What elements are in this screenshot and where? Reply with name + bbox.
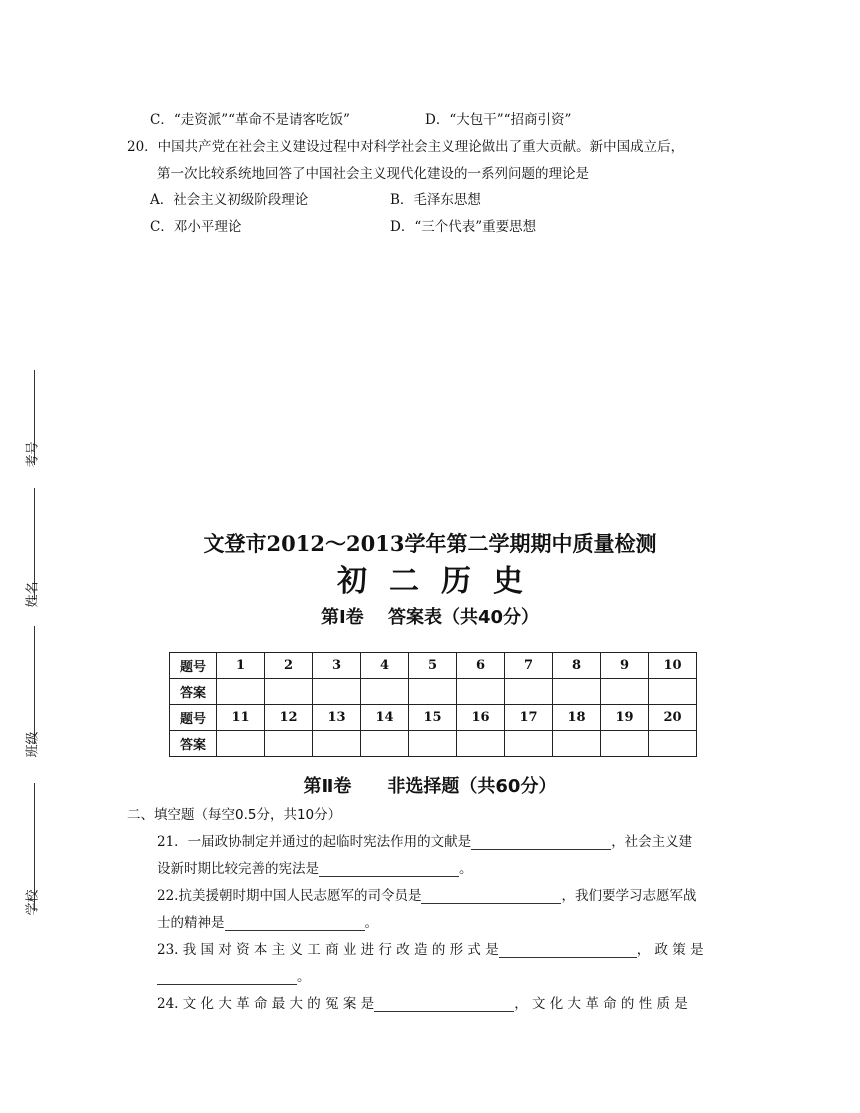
question-number-cell: 17 <box>505 705 553 731</box>
exam-title: 文登市2012～2013学年第二学期期中质量检测 <box>203 531 657 556</box>
answer-cell[interactable] <box>505 731 553 757</box>
q24-line1 <box>157 992 688 1012</box>
answer-cell[interactable] <box>553 679 601 705</box>
q21-line2 <box>157 857 473 877</box>
name-label: 姓名 <box>25 581 41 608</box>
q20-stem-line1: 20．中国共产党在社会主义建设过程中对科学社会主义理论做出了重大贡献。新中国成立后， <box>127 139 685 155</box>
question-number-cell: 14 <box>361 705 409 731</box>
question-number-cell: 4 <box>361 653 409 679</box>
question-number-cell: 7 <box>505 653 553 679</box>
table-row <box>170 653 697 679</box>
answer-cell[interactable] <box>457 731 505 757</box>
answer-cell[interactable] <box>409 731 457 757</box>
question-number-cell: 10 <box>649 653 697 679</box>
q21-line1 <box>157 830 692 850</box>
answer-cell[interactable] <box>505 679 553 705</box>
answer-cell[interactable] <box>553 731 601 757</box>
q20-option-c: C．邓小平理论 <box>150 219 242 235</box>
answer-cell[interactable] <box>265 679 313 705</box>
q21-text-a: 21．一届政协制定并通过的起临时宪法作用的文献是 <box>157 834 472 850</box>
q22-text-b: ，我们要学习志愿军战 <box>561 888 697 904</box>
answer-cell[interactable] <box>217 679 265 705</box>
answer-cell[interactable] <box>361 731 409 757</box>
question-number-cell: 3 <box>313 653 361 679</box>
q21-blank-2[interactable] <box>319 862 459 877</box>
answer-cell[interactable] <box>409 679 457 705</box>
q23-line2 <box>157 965 311 985</box>
table-row <box>170 705 697 731</box>
question-number-cell: 18 <box>553 705 601 731</box>
class-line <box>34 626 35 744</box>
answer-cell[interactable] <box>361 679 409 705</box>
question-number-cell: 2 <box>265 653 313 679</box>
answer-cell[interactable] <box>649 731 697 757</box>
q20-option-d: D．“三个代表”重要思想 <box>390 219 537 235</box>
q20-option-a: A．社会主义初级阶段理论 <box>150 192 309 208</box>
q22-text-a: 22.抗美援朝时期中国人民志愿军的司令员是 <box>157 888 422 904</box>
q22-line2 <box>157 911 378 931</box>
q23-blank-1[interactable] <box>499 943 637 958</box>
question-number-cell: 16 <box>457 705 505 731</box>
table-header-cell: 答案 <box>170 731 217 757</box>
question-number-cell: 1 <box>217 653 265 679</box>
q23-text-a: 23. 我 国 对 资 本 主 义 工 商 业 进 行 改 造 的 形 式 是 <box>157 942 499 958</box>
question-number-cell: 19 <box>601 705 649 731</box>
answer-cell[interactable] <box>313 679 361 705</box>
answer-cell[interactable] <box>457 679 505 705</box>
answer-cell[interactable] <box>313 731 361 757</box>
answer-cell[interactable] <box>601 731 649 757</box>
q24-text-b: ， 文 化 大 革 命 的 性 质 是 <box>514 996 688 1012</box>
question-number-cell: 20 <box>649 705 697 731</box>
answer-table <box>169 652 697 757</box>
answer-cell[interactable] <box>601 679 649 705</box>
part1-title: 第Ⅰ卷 答案表（共40分） <box>320 607 539 628</box>
subject-title: 初二历史 <box>337 564 545 599</box>
q22-line1 <box>157 884 696 904</box>
q21-text-c: 设新时期比较完善的宪法是 <box>157 861 319 877</box>
q23-blank-2[interactable] <box>157 970 297 985</box>
school-label: 学校 <box>25 889 41 916</box>
answer-cell[interactable] <box>265 731 313 757</box>
table-header-cell: 题号 <box>170 705 217 731</box>
table-header-cell: 答案 <box>170 679 217 705</box>
table-row <box>170 679 697 705</box>
table-header-cell: 题号 <box>170 653 217 679</box>
question-number-cell: 5 <box>409 653 457 679</box>
answer-cell[interactable] <box>217 731 265 757</box>
q20-stem-line2: 第一次比较系统地回答了中国社会主义现代化建设的一系列问题的理论是 <box>157 166 589 182</box>
q21-text-d: 。 <box>459 861 473 877</box>
exam-no-label: 考号 <box>25 441 41 468</box>
q21-text-b: ，社会主义建 <box>611 834 693 850</box>
q22-blank-2[interactable] <box>225 916 365 931</box>
q24-text-a: 24. 文 化 大 革 命 最 大 的 冤 案 是 <box>157 996 375 1012</box>
q22-text-d: 。 <box>364 915 378 931</box>
question-number-cell: 15 <box>409 705 457 731</box>
q22-text-c: 士的精神是 <box>157 915 225 931</box>
question-number-cell: 8 <box>553 653 601 679</box>
section2-heading: 二、填空题（每空0.5分，共10分） <box>127 807 342 823</box>
q19-option-c: C．“走资派”“革命不是请客吃饭” <box>150 112 350 128</box>
q20-option-b: B．毛泽东思想 <box>390 192 481 208</box>
q23-line1 <box>157 938 704 958</box>
class-label: 班级 <box>25 731 41 758</box>
q22-blank-1[interactable] <box>421 889 561 904</box>
question-number-cell: 12 <box>265 705 313 731</box>
part2-title: 第Ⅱ卷 非选择题（共60分） <box>303 776 557 797</box>
answer-cell[interactable] <box>649 679 697 705</box>
question-number-cell: 11 <box>217 705 265 731</box>
question-number-cell: 6 <box>457 653 505 679</box>
q21-blank-1[interactable] <box>471 835 611 850</box>
table-row <box>170 731 697 757</box>
q23-text-d: 。 <box>297 969 311 985</box>
q23-text-b: ， 政 策 是 <box>636 942 704 958</box>
q24-blank-1[interactable] <box>374 997 514 1012</box>
question-number-cell: 13 <box>313 705 361 731</box>
q19-option-d: D．“大包干”“招商引资” <box>425 112 572 128</box>
question-number-cell: 9 <box>601 653 649 679</box>
